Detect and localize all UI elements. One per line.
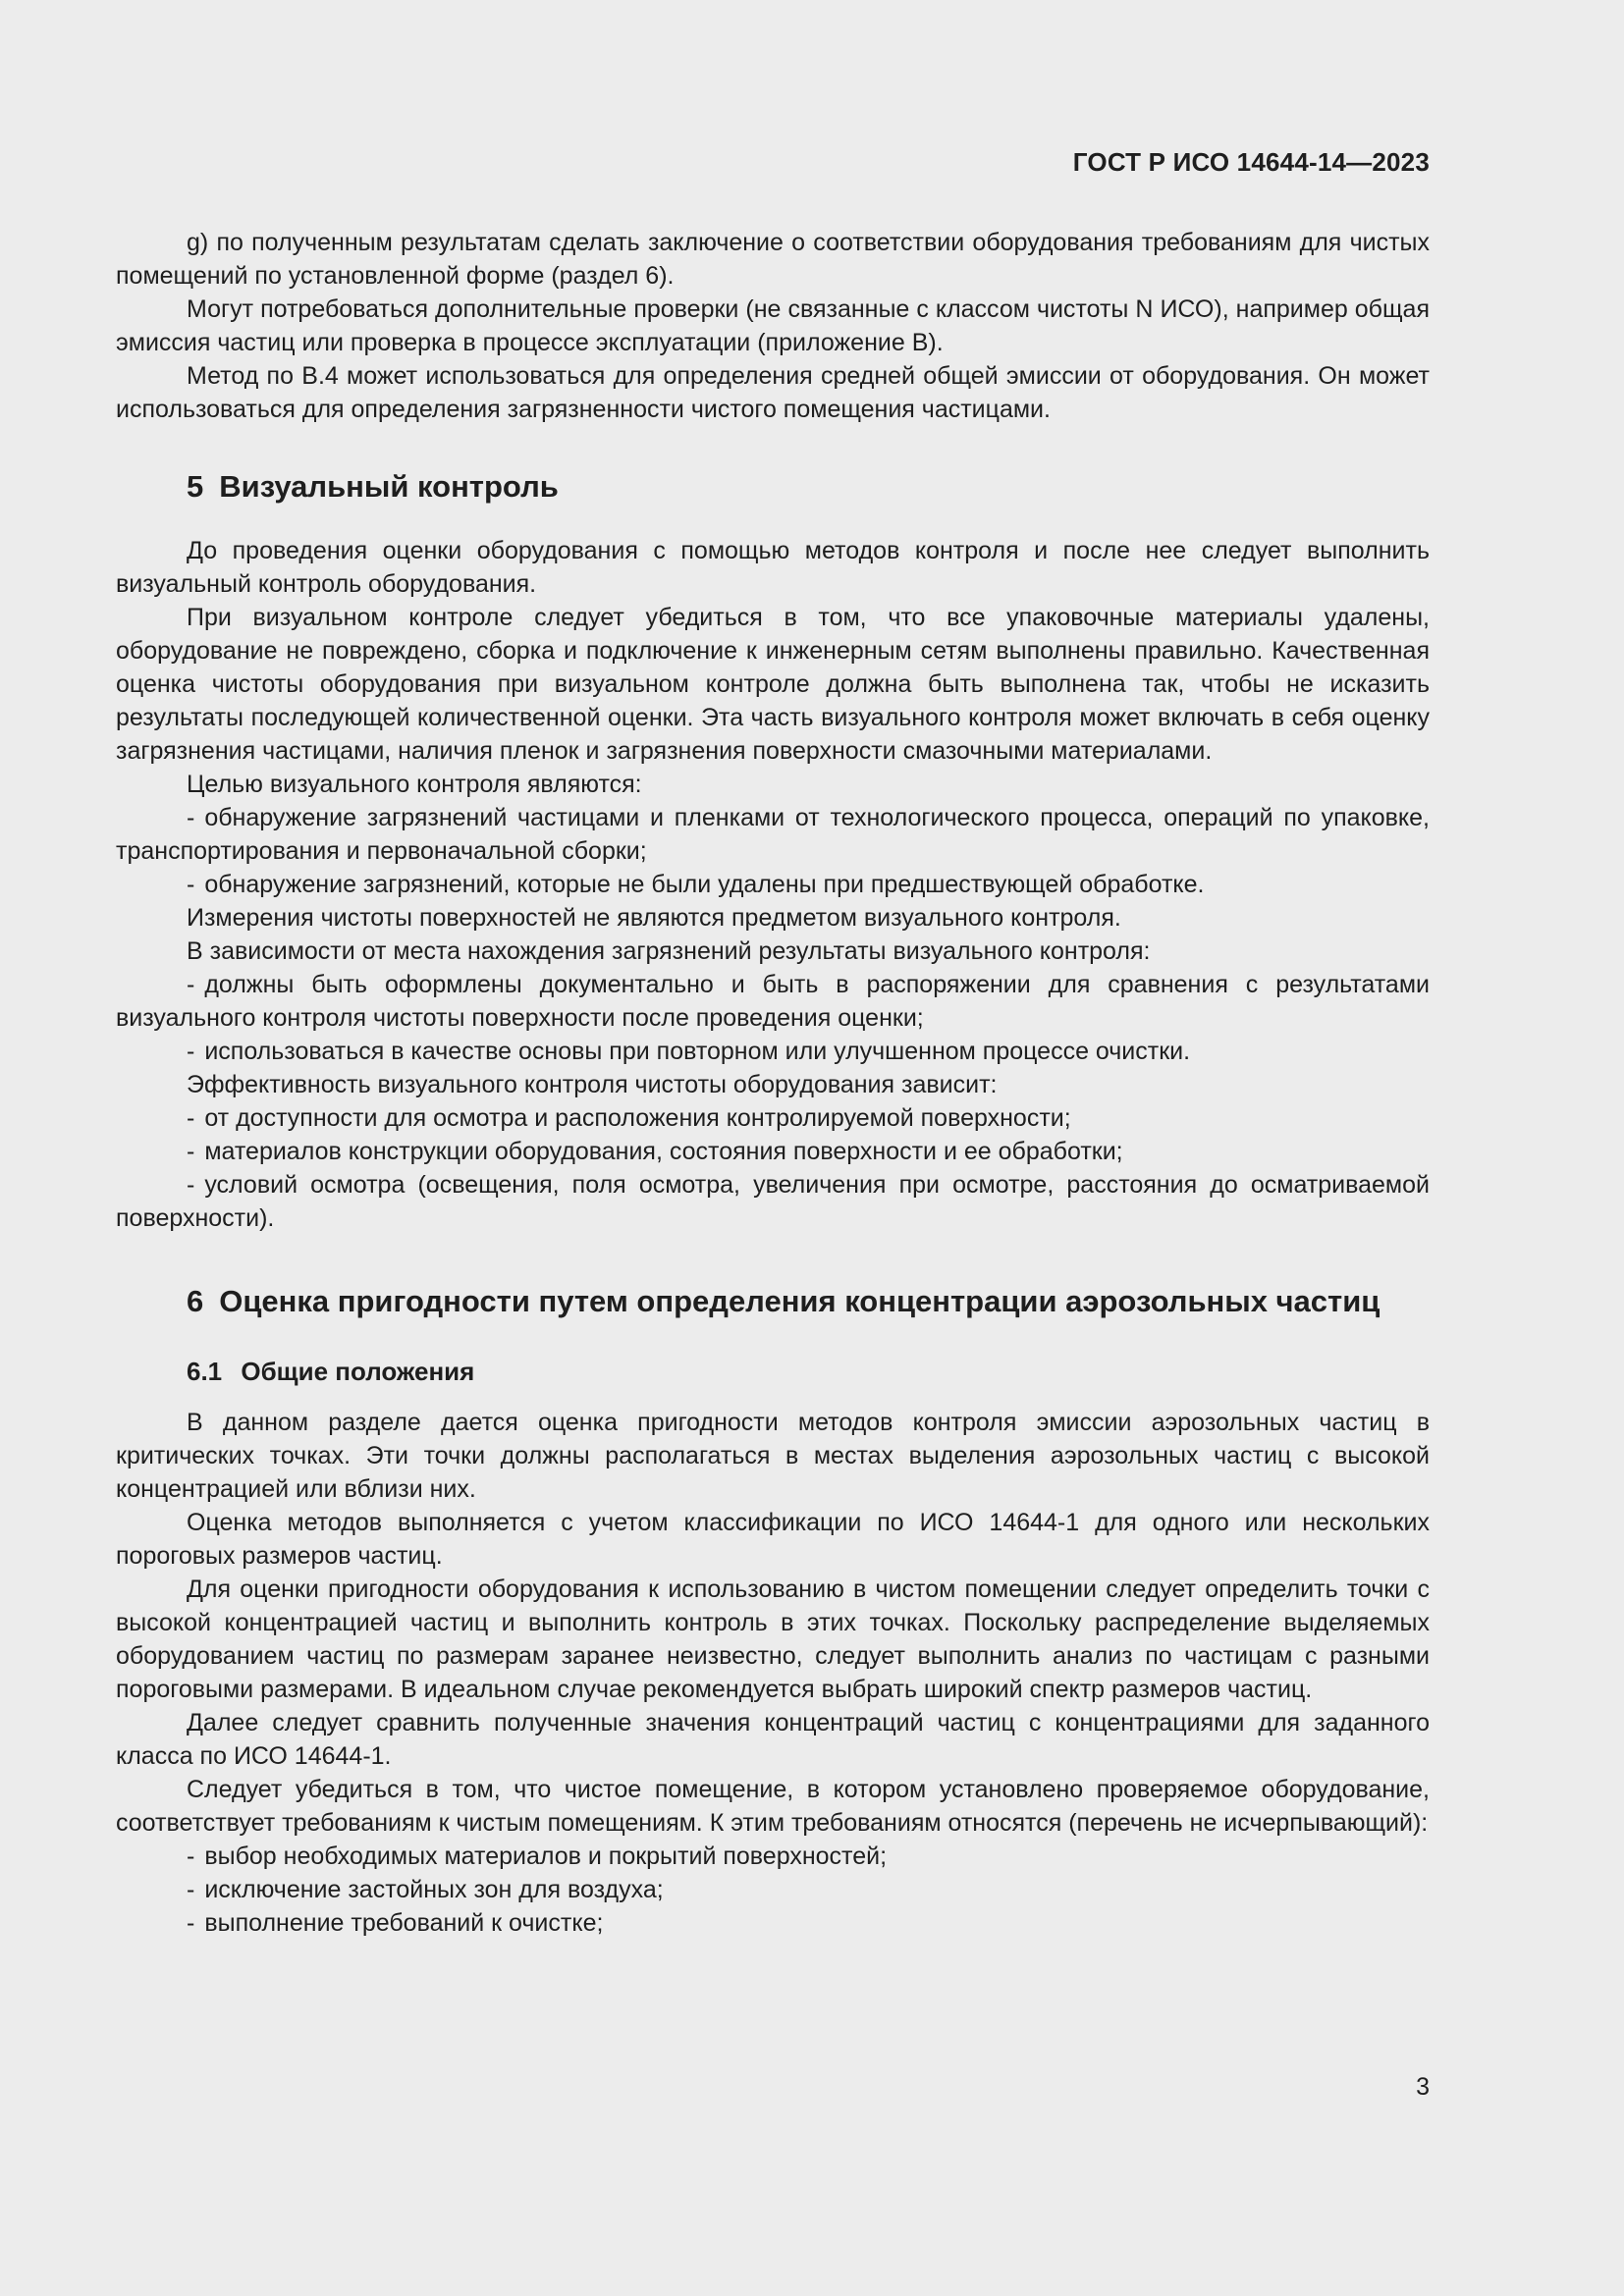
list-item: - обнаружение загрязнений частицами и пленками от технологического процесса, операций по упаковке, транспортирования и первоначальной сборки; <box>116 804 1430 865</box>
page-content <box>116 226 1430 1940</box>
list-item: - от доступности для осмотра и расположения контролируемой поверхности; <box>187 1104 1071 1132</box>
paragraph: В зависимости от места нахождения загрязнений результаты визуального контроля: <box>187 937 1151 965</box>
subsection-title: Общие положения <box>241 1357 475 1386</box>
paragraph: Следует убедиться в том, что чистое помещение, в котором установлено проверяемое оборудование, соответствует требованиям к чистым помещениям. К этим требованиям относятся (перечень не исчерпывающий): <box>116 1776 1430 1837</box>
paragraph: g) по полученным результатам сделать заключение о соответствии оборудования требованиям для чистых помещений по установленной форме (раздел 6). <box>116 229 1430 290</box>
dash-marker: - <box>187 1876 195 1903</box>
section-title: Оценка пригодности путем определения концентрации аэрозольных частиц <box>219 1284 1380 1318</box>
section-number: 5 <box>187 469 204 504</box>
subsection-number: 6.1 <box>187 1357 223 1386</box>
dash-marker: - <box>187 1104 195 1132</box>
dash-marker: - <box>187 971 195 998</box>
paragraph: До проведения оценки оборудования с помощью методов контроля и после нее следует выполнить визуальный контроль оборудования. <box>116 537 1430 598</box>
dash-marker: - <box>187 1171 195 1199</box>
list-item: - исключение застойных зон для воздуха; <box>187 1876 664 1903</box>
dash-marker: - <box>187 1909 195 1937</box>
list-item: - материалов конструкции оборудования, состояния поверхности и ее обработки; <box>187 1138 1123 1165</box>
document-header-id: ГОСТ Р ИСО 14644-14—2023 <box>1072 147 1430 177</box>
paragraph: Целью визуального контроля являются: <box>187 771 642 798</box>
dash-marker: - <box>187 1138 195 1165</box>
section-5-heading <box>187 467 1430 507</box>
dash-marker: - <box>187 804 195 831</box>
subsection-6-1-heading <box>187 1355 1430 1388</box>
list-item: - обнаружение загрязнений, которые не были удалены при предшествующей обработке. <box>187 871 1205 898</box>
list-item: - должны быть оформлены документально и быть в распоряжении для сравнения с результатами визуального контроля чистоты поверхности после проведения оценки; <box>116 971 1430 1032</box>
list-item: - выбор необходимых материалов и покрытий поверхностей; <box>187 1842 888 1870</box>
list-item: - условий осмотра (освещения, поля осмотра, увеличения при осмотре, расстояния до осматриваемой поверхности). <box>116 1171 1430 1232</box>
page-number: 3 <box>1416 2073 1430 2101</box>
paragraph: Далее следует сравнить полученные значения концентраций частиц с концентрациями для заданного класса по ИСО 14644-1. <box>116 1709 1430 1770</box>
paragraph: Оценка методов выполняется с учетом классификации по ИСО 14644-1 для одного или нескольких пороговых размеров частиц. <box>116 1509 1430 1570</box>
list-item: - использоваться в качестве основы при повторном или улучшенном процессе очистки. <box>187 1038 1191 1065</box>
dash-marker: - <box>187 1842 195 1870</box>
paragraph: Измерения чистоты поверхностей не являются предметом визуального контроля. <box>187 904 1121 932</box>
paragraph: Метод по B.4 может использоваться для определения средней общей эмиссии от оборудования. Он может использоваться для определения загрязненности чистого помещения частицами. <box>116 362 1430 423</box>
section-title: Визуальный контроль <box>219 469 559 504</box>
paragraph: Эффективность визуального контроля чистоты оборудования зависит: <box>187 1071 998 1098</box>
section-6-heading <box>187 1282 1430 1321</box>
dash-marker: - <box>187 871 195 898</box>
list-item: - выполнение требований к очистке; <box>187 1909 604 1937</box>
paragraph: В данном разделе дается оценка пригодности методов контроля эмиссии аэрозольных частиц в критических точках. Эти точки должны располагаться в местах выделения аэрозольных частиц с высокой концентрацией или вблизи них. <box>116 1409 1430 1503</box>
paragraph: Могут потребоваться дополнительные проверки (не связанные с классом чистоты N ИСО), например общая эмиссия частиц или проверка в процессе эксплуатации (приложение B). <box>116 295 1430 356</box>
paragraph: Для оценки пригодности оборудования к использованию в чистом помещении следует определить точки с высокой концентрацией частиц и выполнить контроль в этих точках. Поскольку распределение выделяемых оборудованием частиц по размерам заранее неизвестно, следует выполнить анализ по частицам с разными пороговыми размерами. В идеальном случае рекомендуется выбрать широкий спектр размеров частиц. <box>116 1575 1430 1703</box>
section-number: 6 <box>187 1284 204 1318</box>
paragraph: При визуальном контроле следует убедиться в том, что все упаковочные материалы удалены, оборудование не повреждено, сборка и подключение к инженерным сетям выполнены правильно. Качественная оценка чистоты оборудования при визуальном контроле должна быть выполнена так, чтобы не исказить результаты последующей количественной оценки. Эта часть визуального контроля может включать в себя оценку загрязнения частицами, наличия пленок и загрязнения поверхности смазочными материалами. <box>116 604 1430 765</box>
dash-marker: - <box>187 1038 195 1065</box>
